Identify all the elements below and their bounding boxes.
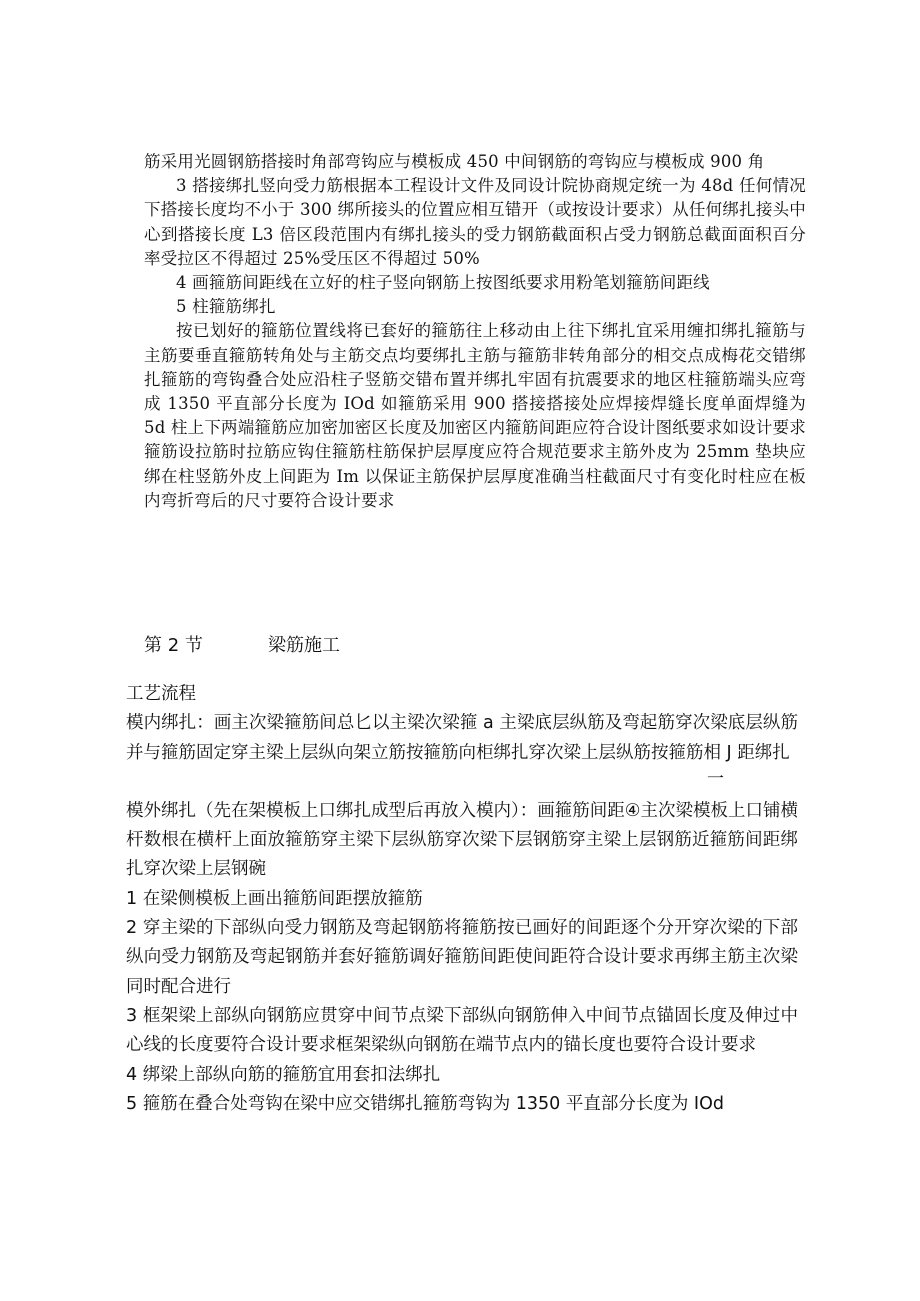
section-number: 第 2 节 [144,635,203,656]
paragraph-stirrup-spacing-line: 4 画箍筋间距线在立好的柱子竖向钢筋上按图纸要求用粉笔划箍筋间距线 [176,273,710,293]
dash-mark: 一 [707,769,724,789]
list-item-5: 5 箍筋在叠合处弯钩在梁中应交错绑扎箍筋弯钩为 1350 平直部分长度为 IOd [126,1093,724,1114]
list-item-4: 4 绑梁上部纵向筋的箍筋宜用套扣法绑扎 [126,1064,441,1085]
paragraph-column-stirrup-title: 5 柱箍筋绑扎 [176,297,276,317]
list-item-1: 1 在梁侧模板上画出箍筋间距摆放箍筋 [126,888,423,909]
paragraph-column-stirrup-body: 按已划好的箍筋位置线将已套好的箍筋往上移动由上往下绑扎宜采用缠扣绑扎箍筋与主筋要垂直箍筋转角处与主筋交点均要绑扎主筋与箍筋非转角部分的相交点成梅花交错绑扎箍筋的弯钩叠合处应沿柱子竖筋交错布置并绑扎牢固有抗震要求的地区柱箍筋端头应弯成 1350 平直部分长度为 IOd 如箍筋采用 900 搭接搭接处应焊接焊缝长度单面焊缝为 5d 柱上下两端箍筋应加密加密区长度及加密区内箍筋间距应符合设计图纸要求如设计要求箍筋设拉筋时拉筋应钩住箍筋柱筋保护层厚度应符合规范要求主筋外皮为 25mm 垫块应绑在柱竖筋外皮上间距为 Im 以保证主筋保护层厚度准确当柱截面尺寸有变化时柱应在板内弯折弯后的尺寸要符合设计要求 [144,321,806,510]
column-stirrup-section [144,150,806,513]
paragraph-hook-angle: 筋采用光圆钢筋搭接时角部弯钩应与模板成 450 中间钢筋的弯钩应与模板成 900 角 [144,152,765,171]
out-mold-binding: 模外绑扎（先在架模板上口绑扎成型后再放入模内）：画箍筋间距④主次梁模板上口铺横杆数根在横杆上面放箍筋穿主梁下层纵筋穿次梁下层钢筋穿主梁上层钢筋近箍筋间距绑扎穿次梁上层钢碗 [126,800,798,880]
process-title: 工艺流程 [126,684,196,704]
section-heading [144,633,340,659]
section-title: 梁筋施工 [268,635,340,656]
in-mold-binding: 模内绑扎：画主次梁箍筋间总匕以主梁次梁箍 a 主梁底层纵筋及弯起筋穿次梁底层纵筋并与箍筋固定穿主梁上层纵向架立筋按箍筋向柜绑扎穿次梁上层纵筋按箍筋相 J 距绑扎 [126,713,798,763]
beam-rebar-section [126,680,798,1119]
list-item-3: 3 框架梁上部纵向钢筋应贯穿中间节点梁下部纵向钢筋伸入中间节点锚固长度及伸过中心线的长度要符合设计要求框架梁纵向钢筋在端节点内的锚长度也要符合设计要求 [126,1005,798,1056]
list-item-2: 2 穿主梁的下部纵向受力钢筋及弯起钢筋将箍筋按已画好的间距逐个分开穿次梁的下部纵向受力钢筋及弯起钢筋并套好箍筋调好箍筋间距使间距符合设计要求再绑主筋主次梁同时配合进行 [126,918,798,997]
spacer [126,768,798,797]
paragraph-lap-splice: 3 搭接绑扎竖向受力筋根据本工程设计文件及同设计院协商规定统一为 48d 任何情况下搭接长度均不小于 300 绑所接头的位置应相互错开（或按设计要求）从任何绑扎接头中心到搭接长度 L3 倍区段范围内有绑扎接头的受力钢筋截面积占受力钢筋总截面面积百分率受拉区不得超过 25%受压区不得超过 50% [144,176,806,268]
